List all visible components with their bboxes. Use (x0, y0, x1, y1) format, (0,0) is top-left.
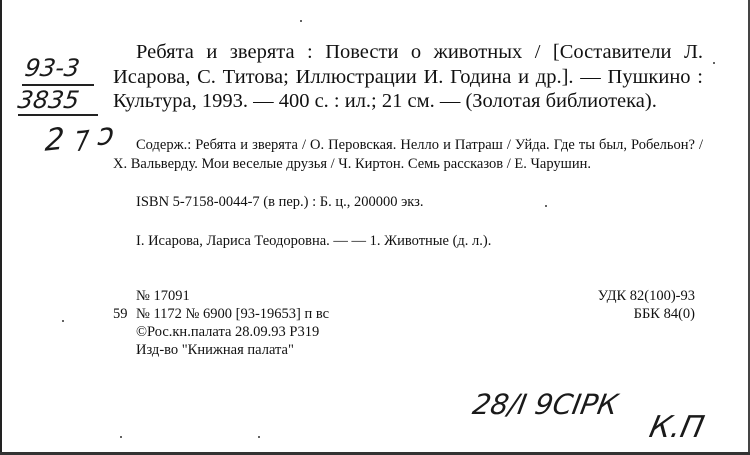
tracing-line: I. Исарова, Лариса Теодоровна. — — 1. Животные (д. л.). (136, 233, 492, 249)
pub-order-row (113, 305, 329, 323)
handwritten-bottom-note: 28/I 9СIРК (470, 388, 621, 421)
handwritten-initials: К.П (646, 410, 708, 445)
speck (62, 320, 64, 322)
pub-order: № 1172 № 6900 [93-19653] п вс (136, 306, 330, 322)
pub-prefix: 59 (113, 306, 128, 322)
speck (545, 205, 547, 207)
pub-publisher-row (113, 341, 329, 359)
pub-number: № 17091 (136, 288, 190, 304)
speck (713, 62, 715, 64)
speck (258, 436, 260, 438)
speck (300, 20, 302, 22)
pub-chamber: ©Рос.кн.палата 28.09.93 Р319 (136, 324, 320, 340)
card-left-edge (0, 0, 2, 455)
handwritten-shelf-mark-1: 93-3 (23, 54, 82, 82)
pub-publisher: Изд-во "Книжная палата" (136, 342, 294, 358)
publication-info (113, 287, 329, 359)
udc-code: УДК 82(100)-93 (597, 288, 695, 304)
pub-chamber-row (113, 323, 329, 341)
isbn-line: ISBN 5-7158-0044-7 (в пер.) : Б. ц., 200000 экз. (136, 194, 424, 210)
classification-codes (598, 287, 695, 323)
main-entry: Ребята и зверята : Повести о животных / [Составители Л. Исарова, С. Титова; Иллюстрации И. Година и др.]. — Пушкино : Культура, 1993. — 400 с. : ил.; 21 см. — (Золотая библиотека). (113, 41, 703, 112)
handwritten-shelf-mark-2: 3835 (16, 86, 82, 114)
pub-number-row (113, 287, 329, 305)
speck (120, 436, 122, 438)
handwritten-shelf-mark-3: 2 ⁊ ↄ (43, 116, 116, 159)
bbk-code: ББК 84(0) (633, 306, 695, 322)
contents-note: Содерж.: Ребята и зверята / О. Перовская. Нелло и Патраш / Уйда. Где ты был, Робельон? / Х. Вальверду. Мои веселые друзья / Ч. Киртон. Семь рассказов / Е. Чарушин. (113, 137, 703, 172)
handwritten-underline-2 (18, 114, 98, 116)
